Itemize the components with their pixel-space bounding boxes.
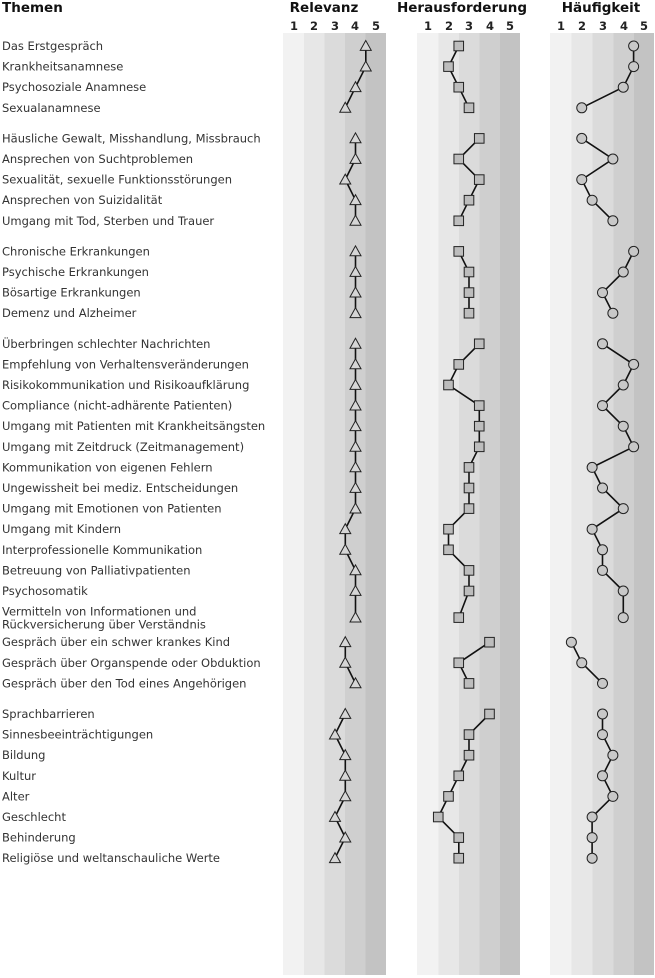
topic-label: Gespräch über Organspende oder Obduktion: [2, 655, 261, 670]
data-point-haeufigkeit: [598, 288, 608, 298]
data-point-herausforderung: [454, 154, 464, 164]
topic-label: Häusliche Gewalt, Misshandlung, Missbrauch: [2, 131, 261, 146]
data-point-herausforderung: [474, 421, 484, 431]
topic-label: Sprachbarrieren: [2, 707, 95, 721]
data-point-haeufigkeit: [618, 421, 628, 431]
data-point-herausforderung: [464, 463, 474, 473]
data-point-herausforderung: [474, 134, 484, 144]
panel-herausforderung: [397, 0, 527, 975]
panel-title-haeufigkeit: Häufigkeit: [561, 0, 641, 16]
data-point-haeufigkeit: [598, 565, 608, 575]
data-point-haeufigkeit: [587, 195, 597, 205]
topic-label: Risikokommunikation und Risikoaufklärung: [2, 378, 250, 392]
tick-label-haeufigkeit-4: 4: [619, 19, 629, 33]
topic-label: Interprofessionelle Kommunikation: [2, 542, 203, 557]
band-relevanz-1: [283, 33, 304, 975]
band-herausforderung-4: [480, 33, 501, 975]
topic-label: Geschlecht: [2, 810, 66, 824]
tick-label-haeufigkeit-2: 2: [577, 19, 587, 33]
panel-title-herausforderung: Herausforderung: [396, 0, 528, 16]
topic-label: Vermitteln von Informationen und: [2, 604, 197, 619]
data-point-haeufigkeit: [608, 750, 618, 760]
data-point-herausforderung: [454, 771, 464, 781]
data-point-herausforderung: [444, 524, 454, 534]
topic-label: Sinnesbeeinträchtigungen: [2, 727, 154, 742]
data-point-herausforderung: [454, 853, 464, 863]
topic-label: Umgang mit Emotionen von Patienten: [2, 501, 222, 516]
data-point-haeufigkeit: [608, 216, 618, 226]
column-header: Themen: [2, 0, 63, 16]
data-point-herausforderung: [485, 709, 495, 719]
data-point-haeufigkeit: [608, 154, 618, 164]
topic-label: Umgang mit Patienten mit Krankheitsängsten: [2, 419, 266, 434]
data-point-herausforderung: [464, 103, 474, 113]
data-point-haeufigkeit: [629, 442, 639, 452]
data-point-herausforderung: [474, 442, 484, 452]
topic-label: Umgang mit Kindern: [2, 522, 121, 537]
topic-label: Ansprechen von Suizidalität: [2, 193, 163, 208]
data-point-herausforderung: [464, 750, 474, 760]
topic-label: Compliance (nicht-adhärente Patienten): [2, 398, 233, 413]
tick-label-herausforderung-2: 2: [444, 19, 454, 33]
data-point-haeufigkeit: [598, 678, 608, 688]
data-point-herausforderung: [464, 679, 474, 689]
topic-label: Psychosoziale Anamnese: [2, 80, 147, 95]
topic-labels: [2, 39, 265, 865]
topic-label: Gespräch über den Tod eines Angehörigen: [2, 676, 247, 691]
data-point-herausforderung: [464, 586, 474, 596]
data-point-haeufigkeit: [598, 709, 608, 719]
data-point-haeufigkeit: [608, 308, 618, 318]
data-point-haeufigkeit: [618, 613, 628, 623]
data-point-haeufigkeit: [566, 637, 576, 647]
topic-label: Umgang mit Zeitdruck (Zeitmanagement): [2, 439, 245, 454]
topic-label: Betreuung von Palliativpatienten: [2, 563, 191, 578]
topic-label: Bösartige Erkrankungen: [2, 285, 141, 300]
data-point-herausforderung: [464, 730, 474, 740]
topic-label: Ungewissheit bei mediz. Entscheidungen: [2, 481, 239, 495]
band-haeufigkeit-5: [634, 33, 654, 975]
data-point-haeufigkeit: [587, 462, 597, 472]
tick-label-herausforderung-4: 4: [485, 19, 495, 33]
data-point-haeufigkeit: [587, 524, 597, 534]
data-point-haeufigkeit: [629, 62, 639, 72]
data-point-herausforderung: [433, 812, 443, 822]
data-point-herausforderung: [464, 308, 474, 318]
data-point-haeufigkeit: [629, 41, 639, 51]
data-point-haeufigkeit: [618, 380, 628, 390]
data-point-herausforderung: [474, 175, 484, 185]
data-point-haeufigkeit: [587, 812, 597, 822]
data-point-herausforderung: [444, 62, 454, 72]
data-point-haeufigkeit: [629, 359, 639, 369]
data-point-herausforderung: [454, 360, 464, 370]
topic-label: Demenz und Alzheimer: [2, 306, 137, 321]
topic-label: Überbringen schlechter Nachrichten: [2, 336, 211, 351]
data-point-herausforderung: [464, 267, 474, 277]
tick-label-haeufigkeit-5: 5: [639, 19, 649, 33]
data-point-haeufigkeit: [577, 103, 587, 113]
topic-label: Rückversicherung über Verständnis: [2, 617, 206, 632]
tick-label-relevanz-5: 5: [371, 19, 381, 33]
data-point-haeufigkeit: [598, 771, 608, 781]
data-point-herausforderung: [464, 483, 474, 493]
data-point-herausforderung: [454, 41, 464, 51]
panel-relevanz: [283, 0, 386, 975]
data-point-herausforderung: [454, 82, 464, 92]
data-point-haeufigkeit: [598, 545, 608, 555]
topic-label: Sexualanamnese: [2, 100, 101, 115]
panels: [283, 0, 654, 975]
topic-label: Umgang mit Tod, Sterben und Trauer: [2, 213, 215, 228]
data-point-haeufigkeit: [577, 658, 587, 668]
data-point-haeufigkeit: [598, 483, 608, 493]
data-point-haeufigkeit: [587, 833, 597, 843]
data-point-herausforderung: [464, 504, 474, 514]
band-relevanz-3: [325, 33, 346, 975]
topic-label: Psychische Erkrankungen: [2, 265, 149, 279]
data-point-herausforderung: [444, 792, 454, 802]
data-point-haeufigkeit: [577, 133, 587, 143]
topic-label: Krankheitsanamnese: [2, 59, 124, 74]
topic-label: Empfehlung von Verhaltensveränderungen: [2, 357, 249, 372]
band-haeufigkeit-1: [550, 33, 572, 975]
tick-label-herausforderung-5: 5: [505, 19, 515, 33]
data-point-haeufigkeit: [618, 586, 628, 596]
data-point-herausforderung: [464, 288, 474, 298]
data-point-herausforderung: [454, 658, 464, 668]
topic-label: Chronische Erkrankungen: [2, 244, 150, 259]
data-point-herausforderung: [444, 545, 454, 555]
data-point-herausforderung: [474, 339, 484, 349]
topic-label: Behinderung: [2, 830, 76, 845]
data-point-herausforderung: [444, 380, 454, 390]
data-point-herausforderung: [454, 247, 464, 257]
tick-label-haeufigkeit-1: 1: [556, 19, 566, 33]
tick-label-relevanz-4: 4: [350, 19, 360, 33]
data-point-haeufigkeit: [618, 267, 628, 277]
data-point-haeufigkeit: [608, 791, 618, 801]
data-point-haeufigkeit: [618, 504, 628, 514]
data-point-herausforderung: [454, 833, 464, 843]
topic-label: Sexualität, sexuelle Funktionsstörungen: [2, 172, 232, 187]
topic-label: Bildung: [2, 748, 46, 763]
data-point-herausforderung: [464, 195, 474, 205]
panel-title-relevanz: Relevanz: [289, 0, 359, 16]
data-point-haeufigkeit: [577, 175, 587, 185]
topic-label: Religiöse und weltanschauliche Werte: [2, 851, 221, 866]
topic-label: Kultur: [2, 768, 36, 783]
topic-label: Alter: [2, 789, 30, 804]
topic-label: Gespräch über ein schwer krankes Kind: [2, 635, 231, 650]
tick-label-relevanz-1: 1: [289, 19, 299, 33]
data-point-haeufigkeit: [618, 82, 628, 92]
topic-label: Ansprechen von Suchtproblemen: [2, 152, 194, 166]
data-point-haeufigkeit: [598, 730, 608, 740]
band-herausforderung-1: [417, 33, 439, 975]
tick-label-herausforderung-1: 1: [423, 19, 433, 33]
band-herausforderung-5: [500, 33, 520, 975]
data-point-herausforderung: [454, 216, 464, 226]
data-point-haeufigkeit: [587, 853, 597, 863]
topic-label: Kommunikation von eigenen Fehlern: [2, 460, 213, 475]
band-relevanz-5: [366, 33, 387, 975]
data-point-herausforderung: [474, 401, 484, 411]
data-point-haeufigkeit: [598, 339, 608, 349]
data-point-herausforderung: [485, 637, 495, 647]
data-point-herausforderung: [454, 613, 464, 623]
band-relevanz-2: [304, 33, 325, 975]
data-point-haeufigkeit: [598, 401, 608, 411]
data-point-haeufigkeit: [629, 246, 639, 256]
tick-label-haeufigkeit-3: 3: [598, 19, 608, 33]
tick-label-relevanz-3: 3: [330, 19, 340, 33]
topic-label: Psychosomatik: [2, 584, 88, 598]
tick-label-relevanz-2: 2: [309, 19, 319, 33]
data-point-herausforderung: [464, 566, 474, 576]
topic-label: Das Erstgespräch: [2, 39, 104, 53]
tick-label-herausforderung-3: 3: [464, 19, 474, 33]
